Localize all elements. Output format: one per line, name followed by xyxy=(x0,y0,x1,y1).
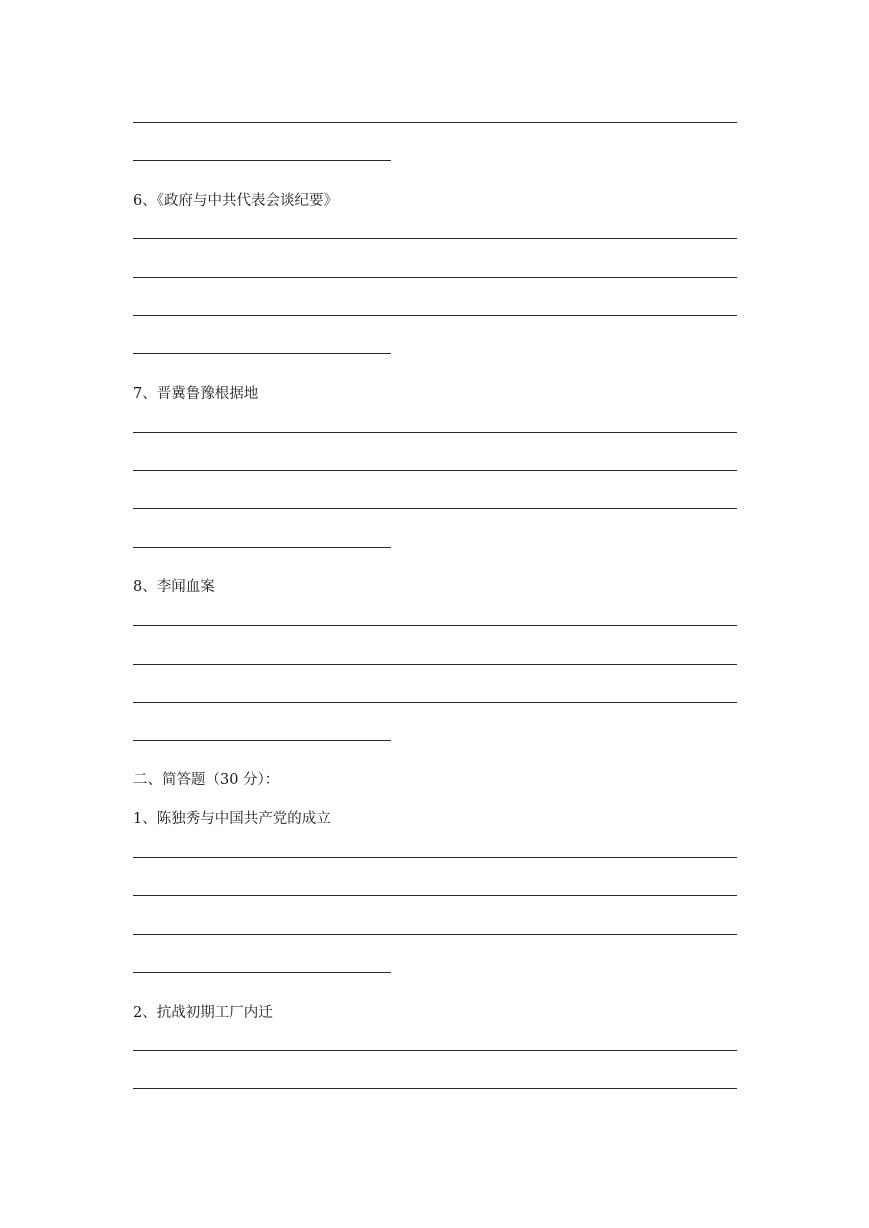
answer-line xyxy=(133,1050,737,1051)
question-7-heading xyxy=(133,385,258,403)
answer-line xyxy=(133,238,737,239)
answer-line xyxy=(133,702,737,703)
answer-line xyxy=(133,432,737,433)
question-number: 2、 xyxy=(133,1005,157,1021)
answer-line xyxy=(133,315,737,316)
question-8-heading xyxy=(133,578,215,596)
question-title: 陈独秀与中国共产党的成立 xyxy=(156,811,331,827)
short-answer-2-heading xyxy=(133,1004,273,1022)
question-number: 1、 xyxy=(133,811,157,827)
question-title: 晋冀鲁豫根据地 xyxy=(156,386,259,402)
answer-line xyxy=(133,895,737,896)
answer-line xyxy=(133,470,737,471)
question-title: 抗战初期工厂内迁 xyxy=(156,1005,273,1021)
answer-line xyxy=(133,1088,737,1089)
question-number: 8、 xyxy=(133,579,157,595)
question-number: 6、 xyxy=(133,193,157,209)
question-title: 《政府与中共代表会谈纪要》 xyxy=(156,193,338,209)
answer-line xyxy=(133,625,737,626)
question-title: 李闻血案 xyxy=(156,579,215,595)
answer-line xyxy=(133,353,391,354)
answer-line xyxy=(133,857,737,858)
answer-line xyxy=(133,740,391,741)
answer-line xyxy=(133,122,737,123)
answer-line xyxy=(133,664,737,665)
short-answer-1-heading xyxy=(133,810,331,828)
question-6-heading xyxy=(133,192,338,210)
answer-line xyxy=(133,160,391,161)
answer-line xyxy=(133,508,737,509)
answer-line xyxy=(133,972,391,973)
answer-line xyxy=(133,934,737,935)
answer-line xyxy=(133,277,737,278)
answer-line xyxy=(133,547,391,548)
question-number: 7、 xyxy=(133,386,157,402)
part-two-heading: 二、简答题（30 分）： xyxy=(133,772,280,788)
